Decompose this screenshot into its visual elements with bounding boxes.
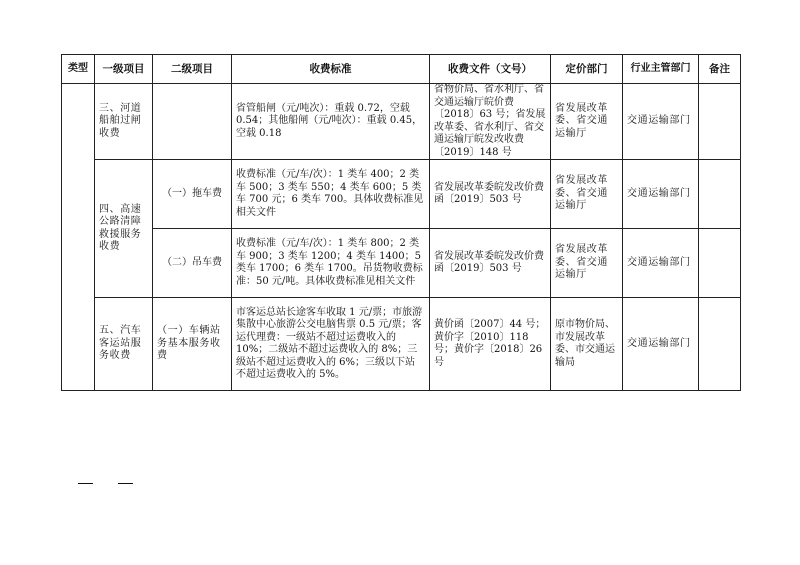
header-industry-dept: 行业主管部门	[623, 55, 699, 84]
standard-cell: 市客运总站长途客车收取 1 元/票；市旅游集散中心旅游公交电脑售票 0.5 元/票；客运代理费：一级站不超过运费收入的 10%；二级站不超过运费收入的 8%；三级站不超过运费收入的 6%；三级以下站不超过运费收入的 5%。	[232, 298, 430, 391]
standard-cell: 收费标准（元/车/次）：1 类车 800；2 类车 900；3 类车 1200；4 类车 1400；5 类车 1700；6 类车 1700。吊货物收费标准：50 元/吨。具体收费标准见相关文件	[232, 229, 430, 298]
level2-cell: （一）车辆站务基本服务收费	[153, 298, 232, 391]
document-cell: 省物价局、省水利厅、省交通运输厅皖价费〔2018〕63 号；省发展改革委、省水利厅、省交通运输厅皖发改收费〔2019〕148 号	[430, 84, 551, 160]
level2-cell: （一）拖车费	[153, 160, 232, 229]
header-pricing-dept: 定价部门	[551, 55, 623, 84]
industry-dept-cell: 交通运输部门	[623, 160, 699, 229]
fee-table	[61, 54, 741, 391]
type-cell	[62, 84, 95, 391]
header-level1: 一级项目	[95, 55, 153, 84]
level2-cell: （二）吊车费	[153, 229, 232, 298]
table-row	[62, 84, 741, 160]
document-cell: 省发展改革委皖发改价费函〔2019〕503 号	[430, 160, 551, 229]
standard-cell: 收费标准（元/车/次）：1 类车 400；2 类车 500；3 类车 550；4 类车 600；5 类车 700 元；6 类车 700。具体收费标准见相关文件	[232, 160, 430, 229]
remarks-cell	[699, 84, 741, 160]
industry-dept-cell: 交通运输部门	[623, 84, 699, 160]
document-cell: 黄价函〔2007〕44 号；黄价字〔2010〕118 号；黄价字〔2018〕26 号	[430, 298, 551, 391]
header-type: 类型	[62, 55, 95, 84]
header-level2: 二级项目	[153, 55, 232, 84]
remarks-cell	[699, 298, 741, 391]
header-document: 收费文件（文号）	[430, 55, 551, 84]
pricing-dept-cell: 省发展改革委、省交通运输厅	[551, 160, 623, 229]
pricing-dept-cell: 原市物价局、市发展改革委、市交通运输局	[551, 298, 623, 391]
pricing-dept-cell: 省发展改革委、省交通运输厅	[551, 84, 623, 160]
standard-cell: 省管船闸（元/吨次）：重载 0.72，空载 0.54；其他船闸（元/吨次）：重载 0.45，空载 0.18	[232, 84, 430, 160]
table-row	[62, 298, 741, 391]
level2-cell	[153, 84, 232, 160]
header-row	[62, 55, 741, 84]
footer-dash-right	[118, 483, 133, 484]
header-remarks: 备注	[699, 55, 741, 84]
header-standard: 收费标准	[232, 55, 430, 84]
pricing-dept-cell: 省发展改革委、省交通运输厅	[551, 229, 623, 298]
footer-dash-left	[78, 483, 93, 484]
industry-dept-cell: 交通运输部门	[623, 229, 699, 298]
table-row	[62, 229, 741, 298]
document-cell: 省发展改革委皖发改价费函〔2019〕503 号	[430, 229, 551, 298]
level1-cell: 三、河道船舶过闸收费	[95, 84, 153, 160]
level1-cell: 四、高速公路清障救援服务收费	[95, 160, 153, 298]
remarks-cell	[699, 160, 741, 229]
remarks-cell	[699, 229, 741, 298]
industry-dept-cell: 交通运输部门	[623, 298, 699, 391]
level1-cell: 五、汽车客运站服务收费	[95, 298, 153, 391]
page-footer-dashes	[78, 473, 138, 487]
table-row	[62, 160, 741, 229]
